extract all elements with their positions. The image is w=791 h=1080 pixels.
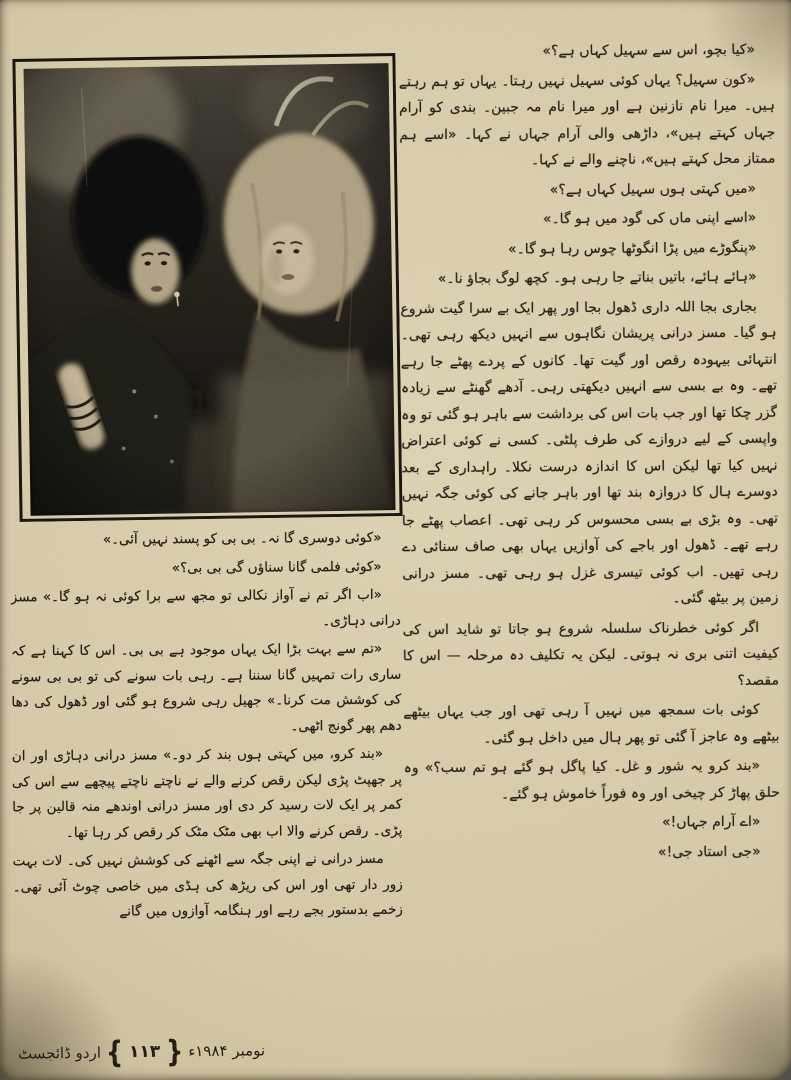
- two-women-photo: [24, 63, 396, 516]
- page-number: ۱۱۳: [128, 1041, 161, 1063]
- text-paragraph: «تم سے بہت بڑا ایک یہاں موجود ہے بی بی۔ اس کا کہنا ہے کہ ساری رات تمہیں گانا سننا ہے۔ رہی بات سونے کی تو بی بی سونے کی کوشش مت کرنا۔» جھیل رہی شروع ہو گئی اور ڈھول کی دھا دھم پھر گونج اٹھی۔: [11, 640, 402, 734]
- text-paragraph: «اب اگر تم نے آواز نکالی تو مجھ سے برا کوئی نہ ہو گا۔» مسز درانی دہاڑی۔: [10, 586, 401, 629]
- photo-frame: [12, 53, 402, 522]
- text-paragraph: کوئی بات سمجھ میں نہیں آ رہی تھی اور جب یہاں بیٹھے بیٹھے وہ عاجز آ گئی تو پھر ہال میں داخل ہو گئی۔: [403, 701, 780, 747]
- text-paragraph: «بند کرو یہ شور و غل۔ کیا پاگل ہو گئے ہو تم سب؟» وہ حلق پھاڑ کر چیخی اور وہ فوراً خاموش ہو گئے۔: [403, 757, 780, 803]
- text-paragraph: «ہائے ہائے، باتیں بناتے جا رہی ہو۔ کچھ لوگ بجاؤ نا۔»: [437, 268, 757, 288]
- text-paragraph: «کوئی دوسری گا نہ۔ بی بی کو پسند نہیں آئی۔»: [102, 529, 382, 548]
- text-paragraph: «بند کرو، میں کہتی ہوں بند کر دو۔» مسز درانی دہاڑی اور ان پر جھپٹ پڑی لیکن رقص کرنے والے نے ناچتے ناچتے پیچھے سے اس کی کمر پر ایک لات رسید کر دی اور مسز درانی اوندھے منہ قالین پر جا پڑی۔ رقص کرنے والا اب بھی مٹک مٹک کر رقص کر رہا تھا۔: [11, 745, 403, 841]
- text-paragraph: «کیا بچو، اس سے سہیل کہاں ہے؟»: [542, 41, 756, 60]
- text-paragraph: «جی استاد جی!»: [657, 843, 761, 861]
- text-paragraph: مسز درانی نے اپنی جگہ سے اٹھنے کی کوشش نہیں کی۔ لات بہت زور دار تھی اور اس کی ریڑھ کی ہڈی میں خاصی چوٹ آئی تھی۔ زخمے بدستور بجے رہے اور ہنگامہ آوازوں میں گانے: [12, 850, 403, 920]
- text-paragraph: «میں کہتی ہوں سہیل کہاں ہے؟»: [549, 180, 757, 198]
- text-paragraph: «پنگوڑے میں پڑا انگوٹھا چوس رہا ہو گا۔»: [507, 239, 757, 258]
- text-paragraph: اگر کوئی خطرناک سلسلہ شروع ہو جاتا تو شاید اس کی کیفیت اتنی بری نہ ہوتی۔ لیکن یہ تکلیف دہ مرحلہ — اس کا مقصد؟: [402, 619, 780, 689]
- magazine-name: اردو ڈائجسٹ: [17, 1043, 102, 1063]
- page-number-ornament-left: {: [105, 1034, 124, 1070]
- issue-date: نومبر ۱۹۸۴ء: [188, 1041, 266, 1061]
- text-paragraph: «کوئی فلمی گانا سناؤں گی بی بی؟»: [171, 558, 382, 576]
- text-paragraph: «اے آرام جہاں!»: [662, 813, 761, 831]
- page-footer: [17, 1033, 266, 1070]
- text-paragraph: «کون سہیل؟ یہاں کوئی سہیل نہیں رہتا۔ یہاں تو ہم رہتے ہیں۔ میرا نام نازنین ہے اور میرا نام مہ جبین۔ بندی کو آرام جہاں کہتے ہیں»، داڑھی والی آرام جہاں نے کہا۔ «اسے ہم ممتاز محل کہتے ہیں»، ناچنے والے نے کہا۔: [398, 71, 776, 169]
- page-number-ornament-right: }: [165, 1033, 184, 1070]
- text-paragraph: بجاری بجا اللہ داری ڈھول بجا اور پھر ایک بے سرا گیت شروع ہو گیا۔ مسز درانی پریشان نگاہوں سے انہیں دیکھ رہی تھی۔ انتہائی بیہودہ رقص اور گیت تھا۔ کانوں کے پردے پھٹے جا رہے تھے۔ وہ بے بسی سے انہیں دیکھتی رہی۔ آدھے گھنٹے سے زیادہ گزر چکا تھا اور جب بات اس کی برداشت سے باہر ہو گئی تو وہ واپسی کے لیے دروازے کی طرف پلٹی۔ کسی نے کوئی اعتراض نہیں کیا تھا لیکن اس کا اندازہ درست نکلا۔ راہداری کے بعد دوسرے ہال کا دروازہ بند تھا اور باہر جانے کی کوئی جگہ نہیں تھی۔ وہ بڑی بے بسی محسوس کر رہی تھی۔ اعصاب پھٹے جا رہے تھے۔ ڈھول اور باجے کی آوازیں یہاں بھی صاف سنائی دے رہی تھیں۔ اب کوئی تیسری غزل ہو رہی تھی۔ مسز درانی زمین پر بیٹھ گئی۔: [400, 298, 779, 607]
- right-text-column: [399, 37, 782, 1032]
- text-paragraph: «اسے اپنی ماں کی گود میں ہو گا۔»: [542, 209, 757, 228]
- left-text-column: [10, 526, 403, 1029]
